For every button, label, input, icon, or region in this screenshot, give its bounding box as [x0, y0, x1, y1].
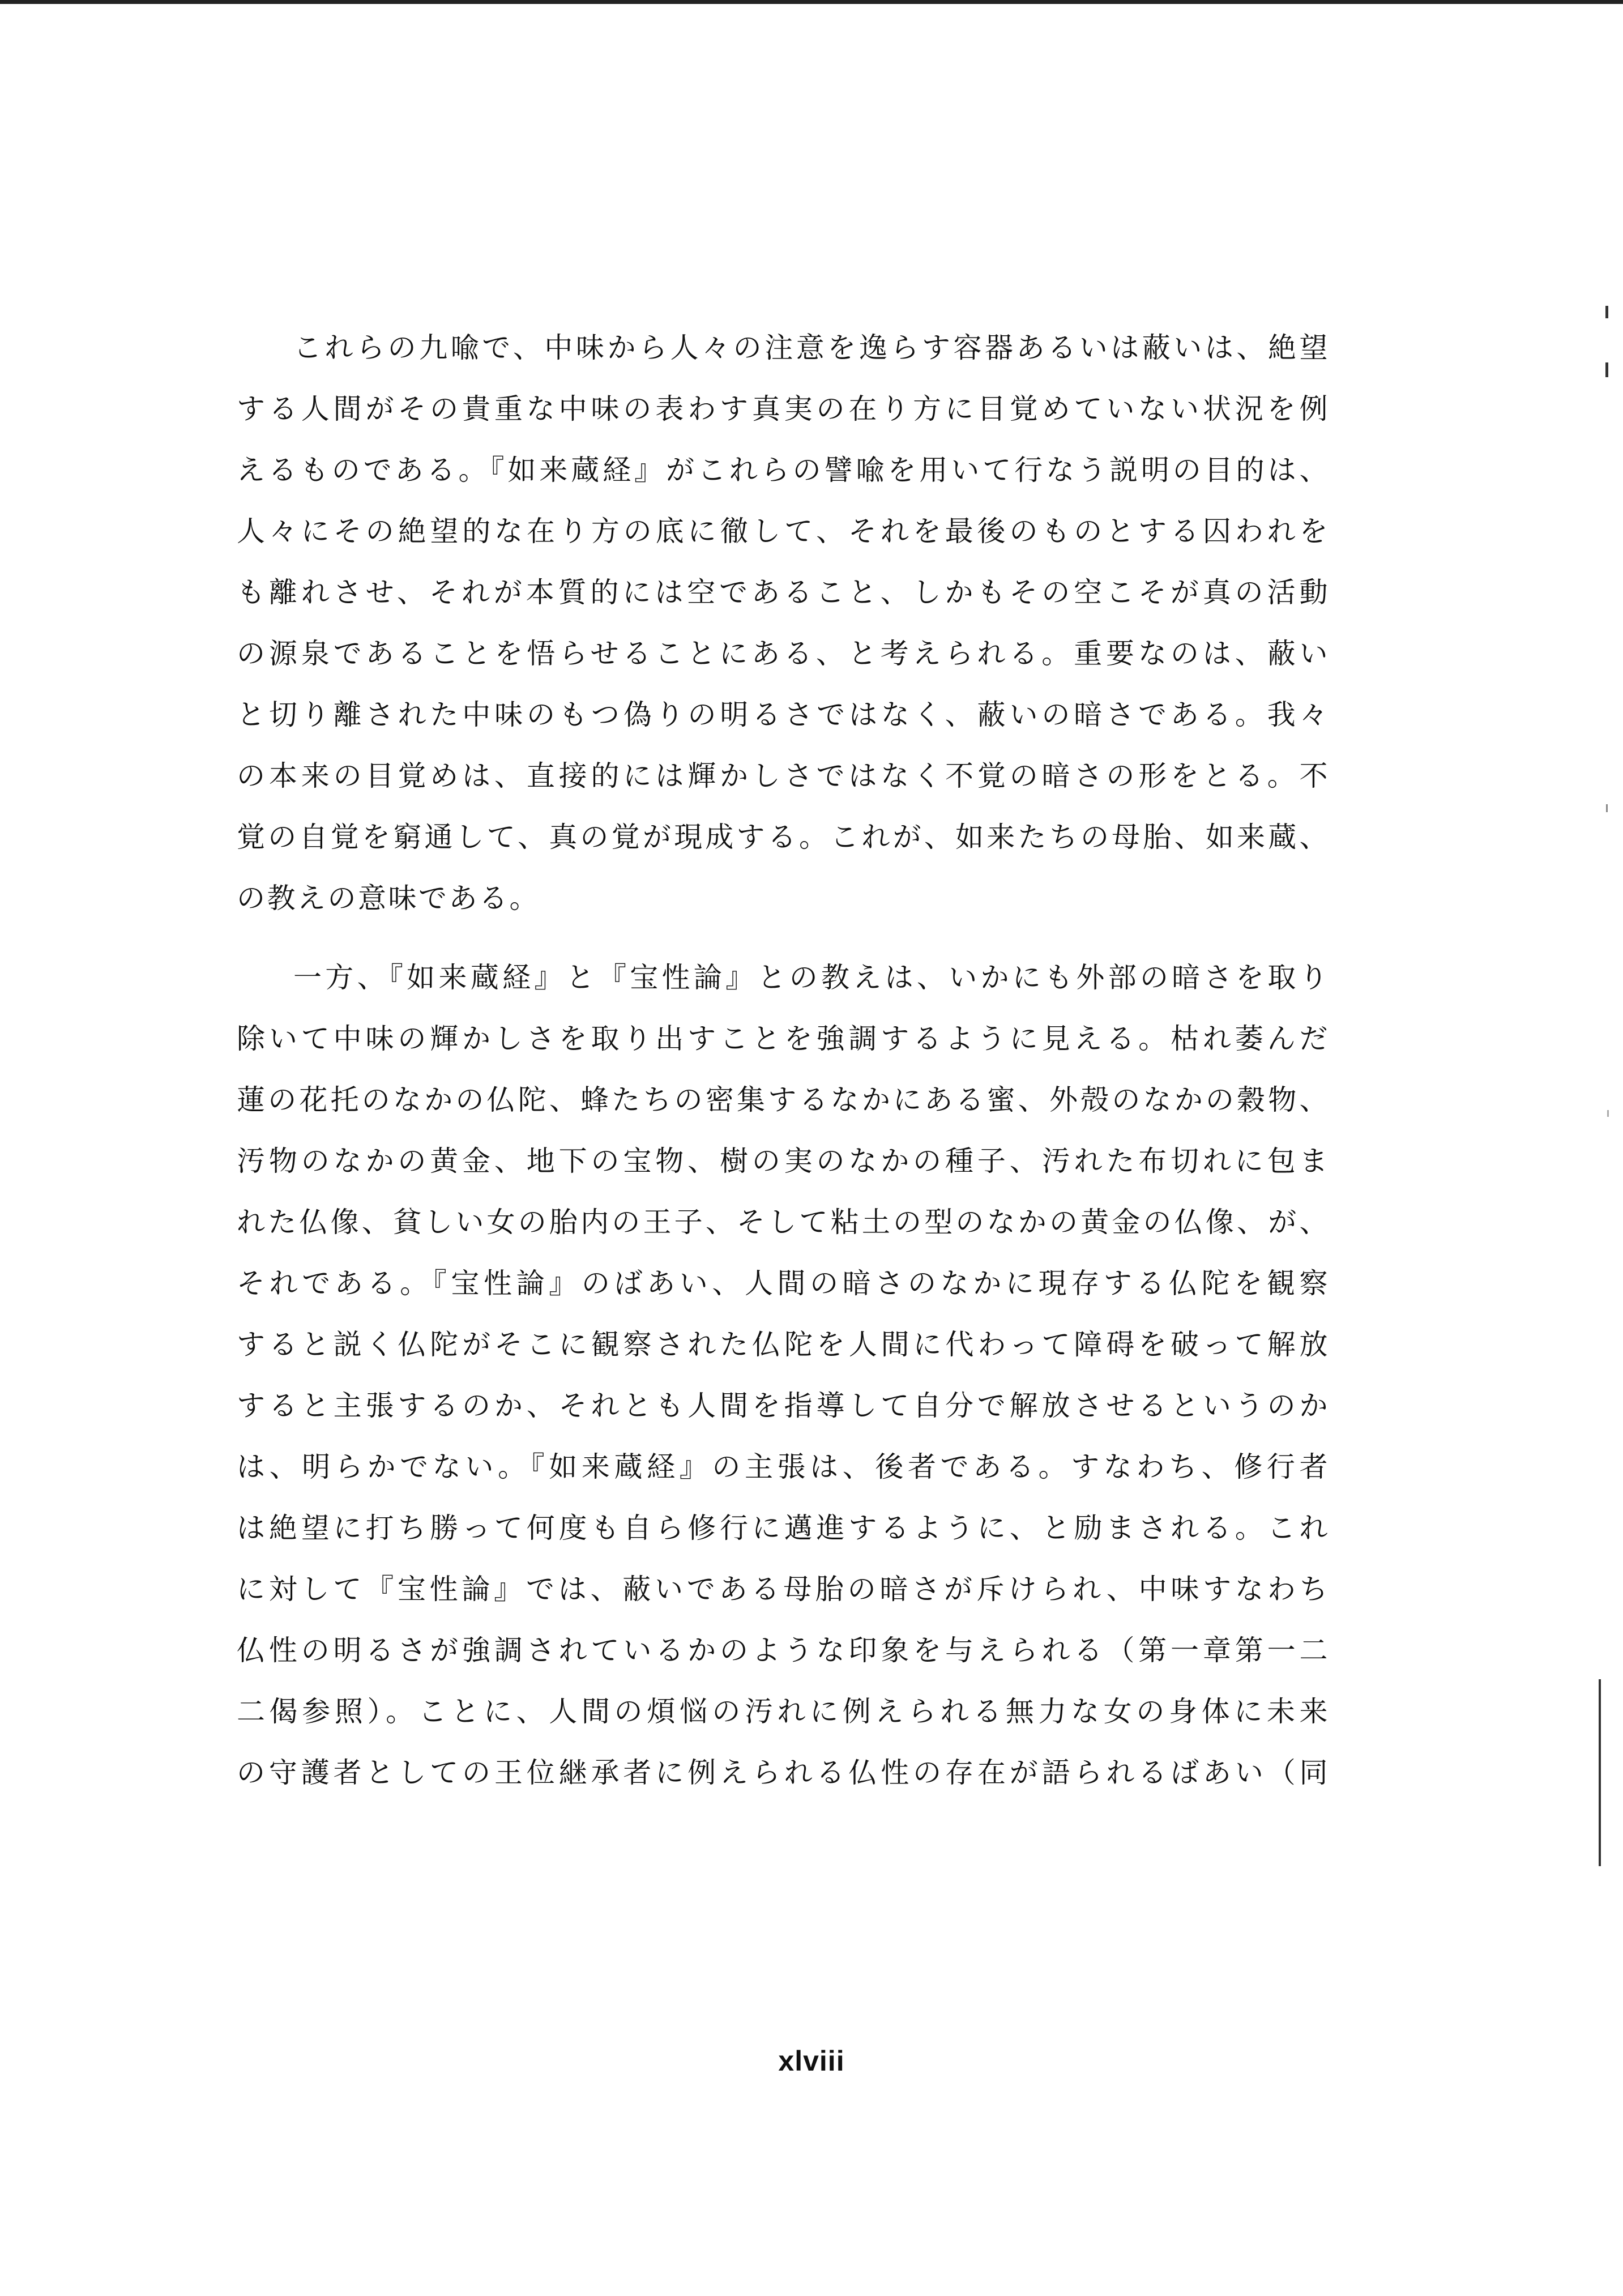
text-line: 蓮の花托のなかの仏陀、蜂たちの密集するなかにある蜜、外殻のなかの穀物、 [237, 1083, 1330, 1116]
text-line: それである。『宝性論』のばあい、人間の暗さのなかに現存する仏陀を観察 [237, 1267, 1330, 1300]
text-line: えるものである。『如来蔵経』がこれらの譬喩を用いて行なう説明の目的は、 [237, 454, 1330, 486]
paragraph-gap [237, 929, 1330, 947]
text-line: 人々にその絶望的な在り方の底に徹して、それを最後のものとする囚われを [237, 515, 1330, 548]
text-line: は絶望に打ち勝って何度も自ら修行に邁進するように、と励まされる。これ [237, 1512, 1330, 1544]
text-line: 仏性の明るさが強調されているかのような印象を与えられる（第一章第一二 [237, 1634, 1330, 1667]
paragraph-1 [237, 317, 1330, 929]
text-line: の源泉であることを悟らせることにある、と考えられる。重要なのは、蔽い [237, 637, 1330, 670]
text-line: 汚物のなかの黄金、地下の宝物、樹の実のなかの種子、汚れた布切れに包ま [237, 1145, 1330, 1177]
text-line: 除いて中味の輝かしさを取り出すことを強調するように見える。枯れ萎んだ [237, 1022, 1330, 1055]
page-number: xlviii [778, 2045, 845, 2077]
body-text [237, 317, 1330, 1803]
text-line: は、明らかでない。『如来蔵経』の主張は、後者である。すなわち、修行者 [237, 1450, 1330, 1483]
paragraph-2 [237, 947, 1330, 1803]
text-line: これらの九喩で、中味から人々の注意を逸らす容器あるいは蔽いは、絶望 [293, 331, 1330, 364]
text-line: する人間がその貴重な中味の表わす真実の在り方に目覚めていない状況を例 [237, 392, 1330, 425]
text-line: の守護者としての王位継承者に例えられる仏性の存在が語られるばあい（同 [237, 1756, 1330, 1789]
scan-mark [1607, 1110, 1609, 1117]
text-line: 一方、『如来蔵経』と『宝性論』との教えは、いかにも外部の暗さを取り [293, 961, 1330, 994]
scan-top-border [0, 0, 1623, 4]
text-line: も離れさせ、それが本質的には空であること、しかもその空こそが真の活動 [237, 576, 1330, 609]
scan-mark [1606, 804, 1608, 812]
text-line: すると主張するのか、それとも人間を指導して自分で解放させるというのか [237, 1389, 1330, 1422]
text-line: に対して『宝性論』では、蔽いである母胎の暗さが斥けられ、中味すなわち [237, 1573, 1330, 1606]
text-line: れた仏像、貧しい女の胎内の王子、そして粘土の型のなかの黄金の仏像、が、 [237, 1206, 1330, 1239]
scan-mark [1605, 306, 1608, 318]
text-line: の本来の目覚めは、直接的には輝かしさではなく不覚の暗さの形をとる。不 [237, 759, 1330, 792]
text-line: 二偈参照）。ことに、人間の煩悩の汚れに例えられる無力な女の身体に未来 [237, 1695, 1330, 1728]
text-line: の教えの意味である。 [237, 882, 540, 915]
text-line: と切り離された中味のもつ偽りの明るさではなく、蔽いの暗さである。我々 [237, 698, 1330, 731]
scan-mark [1599, 1679, 1601, 1866]
scan-mark [1605, 362, 1608, 377]
text-line: すると説く仏陀がそこに観察された仏陀を人間に代わって障碍を破って解放 [237, 1328, 1330, 1361]
text-line: 覚の自覚を窮通して、真の覚が現成する。これが、如来たちの母胎、如来蔵、 [237, 821, 1330, 853]
